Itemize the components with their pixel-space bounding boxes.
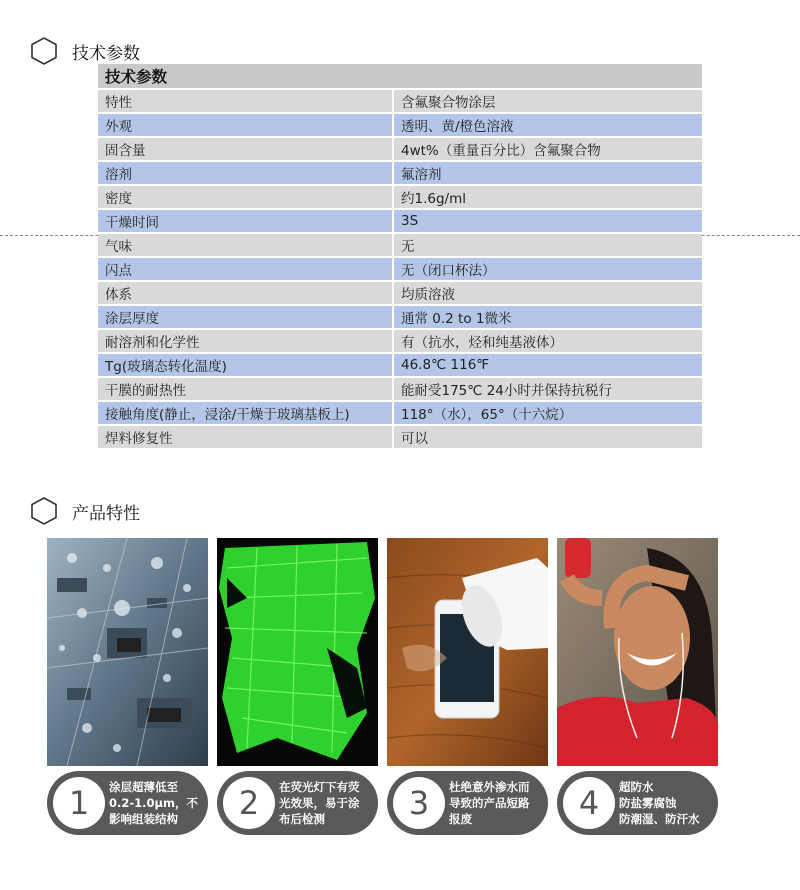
param-value: 无 [394, 234, 702, 258]
param-label: 外观 [98, 114, 394, 138]
feature-description [109, 779, 203, 827]
param-label: 密度 [98, 186, 394, 210]
feature-description-line: 光效果，易于涂 [279, 796, 360, 810]
param-value: 氟溶剂 [394, 162, 702, 186]
feature-number-badge: 3 [393, 777, 445, 829]
table-row [98, 378, 702, 402]
feature-item-1 [47, 771, 208, 835]
feature-description-line: 在荧光灯下有荧 [279, 780, 360, 794]
feature-list [47, 771, 718, 835]
param-value: 可以 [394, 426, 702, 450]
params-section-heading [30, 37, 140, 65]
param-label: 溶剂 [98, 162, 394, 186]
params-table [98, 64, 702, 450]
param-value: 含氟聚合物涂层 [394, 90, 702, 114]
phone-spill-photo [387, 538, 548, 766]
table-row [98, 210, 702, 234]
feature-item-3 [387, 771, 548, 835]
table-header: 技术参数 [98, 64, 702, 90]
param-value: 无（闭口杯法） [394, 258, 702, 282]
param-value: 有（抗水，烃和纯基液体） [394, 330, 702, 354]
hexagon-icon [30, 497, 58, 525]
feature-description-line: 涂层超薄低至 [109, 780, 178, 794]
feature-description-line: 超防水 [619, 780, 654, 794]
table-row [98, 426, 702, 450]
feature-number-badge: 4 [563, 777, 615, 829]
feature-description-line: 防盐雾腐蚀 [619, 796, 677, 810]
param-label: 干燥时间 [98, 210, 394, 234]
feature-number-badge: 1 [53, 777, 105, 829]
table-row [98, 258, 702, 282]
param-label: 闪点 [98, 258, 394, 282]
feature-number-badge: 2 [223, 777, 275, 829]
table-row [98, 354, 702, 378]
params-section-title: 技术参数 [72, 43, 140, 64]
param-label: 涂层厚度 [98, 306, 394, 330]
sweating-woman-photo [557, 538, 718, 766]
table-row [98, 282, 702, 306]
param-label: 接触角度(静止，浸涂/干燥于玻璃基板上) [98, 402, 394, 426]
feature-description-line: 杜绝意外渗水而 [449, 780, 530, 794]
param-value: 能耐受175℃ 24小时并保持抗税行 [394, 378, 702, 402]
table-row [98, 402, 702, 426]
param-value: 通常 0.2 to 1微米 [394, 306, 702, 330]
feature-description [619, 779, 713, 827]
param-label: Tg(玻璃态转化温度) [98, 354, 394, 378]
param-value: 46.8℃ 116℉ [394, 354, 702, 378]
param-label: 特性 [98, 90, 394, 114]
features-section-title: 产品特性 [72, 503, 140, 524]
param-label: 固含量 [98, 138, 394, 162]
table-row [98, 114, 702, 138]
param-label: 焊料修复性 [98, 426, 394, 450]
feature-description [279, 779, 373, 827]
param-value: 3S [394, 210, 702, 234]
hexagon-icon [30, 37, 58, 65]
param-value: 约1.6g/ml [394, 186, 702, 210]
circuit-board-photo [47, 538, 208, 766]
param-label: 气味 [98, 234, 394, 258]
feature-description-line: 影响组装结构 [109, 812, 178, 826]
fluorescent-coating-photo [217, 538, 378, 766]
table-row [98, 162, 702, 186]
param-value: 透明、黄/橙色溶液 [394, 114, 702, 138]
param-label: 耐溶剂和化学性 [98, 330, 394, 354]
feature-item-4 [557, 771, 718, 835]
table-row [98, 306, 702, 330]
table-header-row [98, 64, 702, 90]
feature-description-line: 0.2-1.0μm，不 [109, 796, 198, 810]
table-row [98, 186, 702, 210]
param-label: 体系 [98, 282, 394, 306]
param-value: 4wt%（重量百分比）含氟聚合物 [394, 138, 702, 162]
param-value: 118°（水），65°（十六烷） [394, 402, 702, 426]
feature-description-line: 布后检测 [279, 812, 325, 826]
feature-description-line: 防潮湿、防汗水 [619, 812, 700, 826]
feature-description-line: 导致的产品短路 [449, 796, 530, 810]
table-row [98, 138, 702, 162]
table-row [98, 90, 702, 114]
param-value: 均质溶液 [394, 282, 702, 306]
feature-photos [47, 538, 718, 766]
feature-description [449, 779, 543, 827]
table-row [98, 330, 702, 354]
param-label: 干膜的耐热性 [98, 378, 394, 402]
feature-item-2 [217, 771, 378, 835]
table-row [98, 234, 702, 258]
feature-description-line: 报废 [449, 812, 472, 826]
features-section-heading [30, 497, 140, 525]
